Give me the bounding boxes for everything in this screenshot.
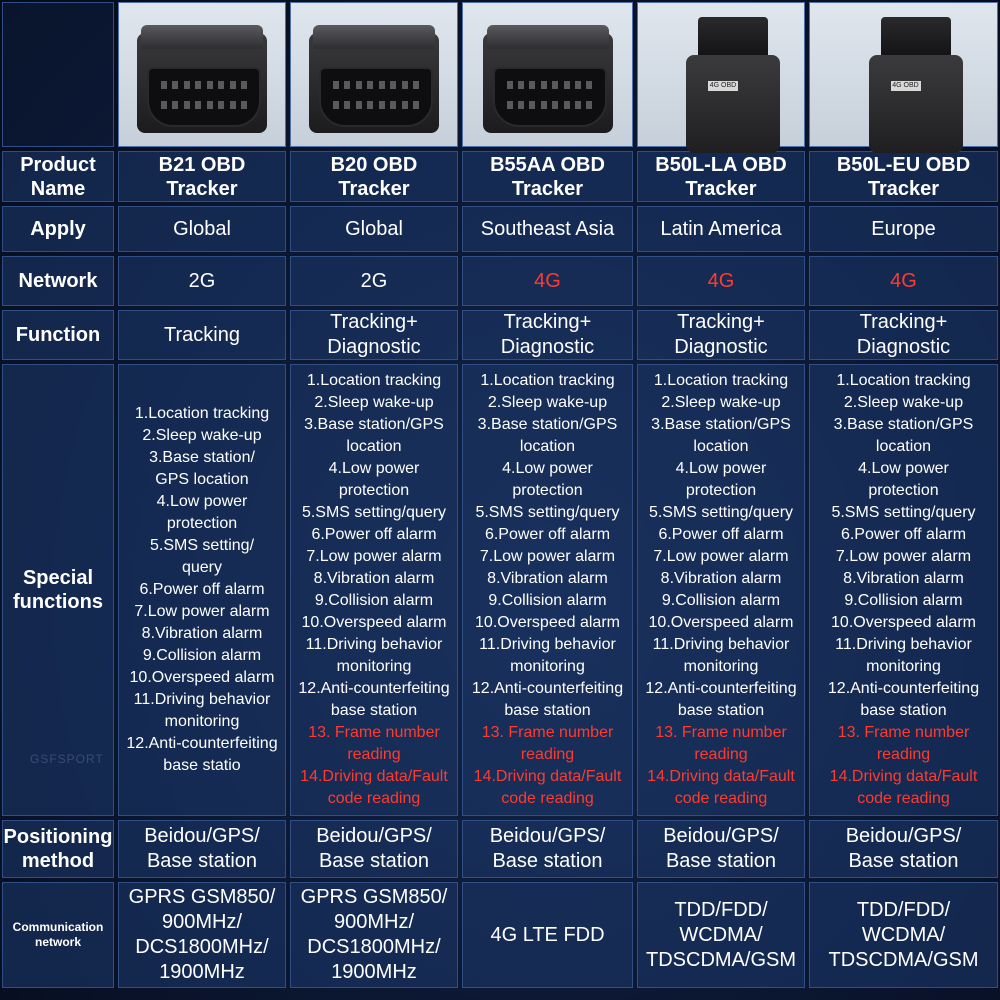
text-line: 9.Collision alarm [142, 647, 262, 664]
text-line: 1.Location tracking [134, 405, 270, 422]
text-line: location [693, 438, 749, 455]
text-line: 7.Low power alarm [653, 548, 789, 565]
text-line: 2.Sleep wake-up [843, 394, 964, 411]
product-image-b50l-eu [809, 2, 998, 147]
text-line: 11.Driving behavior [479, 636, 616, 653]
text-line: Beidou/GPS/ [845, 825, 962, 847]
special-functions-list [118, 364, 286, 816]
text-line: Beidou/GPS/ [144, 825, 260, 847]
communication-value [809, 882, 998, 988]
text-line: GPS location [155, 471, 249, 488]
text-line: 9.Collision alarm [314, 592, 434, 609]
text-line: 7.Low power alarm [306, 548, 442, 565]
text-line: 12.Anti-counterfeiting [298, 680, 450, 697]
product-image-b55aa [462, 2, 633, 147]
text-line: reading [347, 746, 401, 763]
text-line: 2.Sleep wake-up [661, 394, 781, 411]
special-functions-list [462, 364, 633, 816]
text-line: 4.Low power [675, 460, 767, 477]
positioning-value [809, 820, 998, 878]
text-line: 8.Vibration alarm [487, 570, 608, 587]
communication-value [637, 882, 805, 988]
text-line: 11.Driving behavior [305, 636, 443, 653]
text-line: 7.Low power alarm [835, 548, 972, 565]
text-line: Base station [318, 850, 430, 872]
special-functions-list [637, 364, 805, 816]
text-line: 9.Collision alarm [661, 592, 781, 609]
text-line: 900MHz/ [161, 911, 243, 933]
text-line: DCS1800MHz/ [135, 936, 269, 958]
text-line: WCDMA/ [679, 923, 763, 946]
text-line: TDD/FDD/ [856, 898, 951, 921]
row-label-product-name: Product Name [2, 151, 114, 202]
text-line: reading [694, 746, 748, 763]
text-line: 4.Low power [502, 460, 593, 477]
text-line: 8.Vibration alarm [141, 625, 263, 642]
function-value [809, 310, 998, 360]
text-line: location [346, 438, 402, 455]
product-image-b50l-la [637, 2, 805, 147]
text-line: GPRS GSM850/ [300, 886, 448, 908]
network-value: 4G [462, 256, 633, 306]
apply-value: Global [290, 206, 458, 252]
apply-value: Global [118, 206, 286, 252]
text-line: 5.SMS setting/query [475, 504, 620, 521]
text-line: 13. Frame number [837, 724, 970, 741]
communication-value [290, 882, 458, 988]
obd-tracker-short-icon [299, 15, 449, 135]
text-line: reading [520, 746, 575, 763]
obd-tracker-short-icon [127, 15, 277, 135]
function-line: Tracking+ [677, 311, 765, 333]
text-line: base station [504, 702, 591, 719]
text-line: 1.Location tracking [480, 372, 615, 389]
function-line: Tracking+ [330, 311, 418, 333]
text-line: protection [512, 482, 583, 499]
text-line: 8.Vibration alarm [660, 570, 782, 587]
special-functions-list [290, 364, 458, 816]
text-line: 6.Power off alarm [658, 526, 784, 543]
device-label: 4G OBD [892, 81, 919, 89]
text-line: 900MHz/ [333, 911, 415, 933]
positioning-value [290, 820, 458, 878]
row-label-network: Network [2, 256, 114, 306]
product-name: B21 OBD Tracker [118, 151, 286, 202]
communication-value [118, 882, 286, 988]
text-line: 14.Driving data/Fault [829, 768, 978, 785]
text-line: 3.Base station/GPS [651, 416, 791, 433]
text-line: 14.Driving data/Fault [473, 768, 622, 785]
text-line: 5.SMS setting/query [301, 504, 447, 521]
text-line: WCDMA/ [861, 923, 946, 946]
text-line: 1.Location tracking [836, 372, 971, 389]
text-line: 14.Driving data/Fault [300, 768, 448, 785]
text-line: 13. Frame number [655, 724, 787, 741]
positioning-value [118, 820, 286, 878]
product-image-b20 [290, 2, 458, 147]
text-line: reading [876, 746, 931, 763]
function-line: Diagnostic [500, 336, 595, 358]
text-line: 1900MHz [331, 961, 417, 983]
function-line: Diagnostic [856, 336, 951, 358]
special-functions-list [809, 364, 998, 816]
text-line: 9.Collision alarm [488, 592, 607, 609]
text-line: 2.Sleep wake-up [487, 394, 608, 411]
text-line: 5.SMS setting/query [648, 504, 794, 521]
text-line: protection [685, 482, 757, 499]
text-line: protection [868, 482, 939, 499]
text-line: Base station [146, 850, 258, 872]
text-line: 12.Anti-counterfeiting [827, 680, 980, 697]
text-line: 8.Vibration alarm [843, 570, 964, 587]
product-name: B50L-LA OBD Tracker [637, 151, 805, 202]
text-line: Beidou/GPS/ [489, 825, 606, 847]
function-line: Diagnostic [327, 336, 421, 358]
text-line: 9.Collision alarm [844, 592, 963, 609]
apply-value: Latin America [637, 206, 805, 252]
text-line: monitoring [683, 658, 759, 675]
network-value: 4G [637, 256, 805, 306]
text-line: 10.Overspeed alarm [475, 614, 620, 631]
apply-value: Europe [809, 206, 998, 252]
text-line: DCS1800MHz/ [307, 936, 441, 958]
function-line: Tracking+ [503, 311, 592, 333]
row-label-apply: Apply [2, 206, 114, 252]
text-line: Base station [665, 850, 777, 872]
text-line: 8.Vibration alarm [313, 570, 435, 587]
row-label-positioning-method: Positioning method [2, 820, 114, 878]
function-value: Tracking [118, 310, 286, 360]
text-line: 6.Power off alarm [311, 526, 437, 543]
text-line: 2.Sleep wake-up [314, 394, 434, 411]
text-line: 4.Low power [328, 460, 420, 477]
text-line: location [875, 438, 932, 455]
text-line: 2.Sleep wake-up [142, 427, 262, 444]
function-line: Diagnostic [674, 336, 768, 358]
product-image-b21 [118, 2, 286, 147]
text-line: TDSCDMA/GSM [646, 948, 796, 971]
text-line: GPRS GSM850/ [128, 886, 276, 908]
function-value [637, 310, 805, 360]
function-line: Tracking+ [859, 311, 948, 333]
device-label: 4G OBD [709, 81, 737, 89]
text-line: 7.Low power alarm [134, 603, 270, 620]
text-line: 14.Driving data/Fault [647, 768, 795, 785]
text-line: 4.Low power [156, 493, 248, 510]
text-line: code reading [857, 790, 950, 807]
text-line: 12.Anti-counterfeiting [471, 680, 624, 697]
text-line: 6.Power off alarm [484, 526, 611, 543]
positioning-value [637, 820, 805, 878]
function-value [462, 310, 633, 360]
text-line: 3.Base station/GPS [304, 416, 444, 433]
text-line: protection [166, 515, 238, 532]
text-line: monitoring [164, 713, 240, 730]
text-line: Base station [492, 850, 603, 872]
text-line: 3.Base station/GPS [833, 416, 974, 433]
text-line: TDSCDMA/GSM [828, 948, 979, 971]
text-line: 3.Base station/GPS [477, 416, 618, 433]
corner-cell [2, 2, 114, 147]
text-line: monitoring [866, 658, 941, 675]
text-line: Beidou/GPS/ [663, 825, 779, 847]
text-line: 5.SMS setting/query [831, 504, 976, 521]
positioning-value [462, 820, 633, 878]
text-line: base statio [163, 757, 241, 774]
text-line: code reading [501, 790, 594, 807]
text-line: Beidou/GPS/ [316, 825, 432, 847]
text-line: 10.Overspeed alarm [648, 614, 794, 631]
text-line: 1.Location tracking [653, 372, 789, 389]
text-line: Base station [848, 850, 959, 872]
network-value: 4G [809, 256, 998, 306]
text-line: 13. Frame number [308, 724, 440, 741]
text-line: 10.Overspeed alarm [301, 614, 447, 631]
obd-tracker-tall-icon [646, 15, 796, 135]
text-line: TDD/FDD/ [674, 898, 768, 921]
text-line: base station [860, 702, 947, 719]
text-line: 4G LTE FDD [490, 923, 605, 946]
text-line: 11.Driving behavior [652, 636, 790, 653]
text-line: 10.Overspeed alarm [831, 614, 976, 631]
text-line: 1900MHz [159, 961, 245, 983]
text-line: code reading [327, 790, 421, 807]
text-line: protection [338, 482, 410, 499]
row-label-function: Function [2, 310, 114, 360]
row-label-communication-network: Communication network [2, 882, 114, 988]
text-line: 4.Low power [858, 460, 949, 477]
text-line: monitoring [336, 658, 412, 675]
text-line: 11.Driving behavior [133, 691, 271, 708]
text-line: 5.SMS setting/ [149, 537, 255, 554]
obd-tracker-tall-icon [829, 15, 979, 135]
communication-value [462, 882, 633, 988]
network-value: 2G [118, 256, 286, 306]
text-line: 10.Overspeed alarm [129, 669, 275, 686]
text-line: 1.Location tracking [306, 372, 442, 389]
text-line: base station [330, 702, 418, 719]
text-line: monitoring [510, 658, 585, 675]
text-line: 6.Power off alarm [840, 526, 967, 543]
text-line: base station [677, 702, 765, 719]
product-name: B20 OBD Tracker [290, 151, 458, 202]
text-line: 13. Frame number [481, 724, 614, 741]
text-line: 12.Anti-counterfeiting [126, 735, 278, 752]
text-line: location [519, 438, 576, 455]
text-line: code reading [674, 790, 768, 807]
text-line: query [181, 559, 223, 576]
network-value: 2G [290, 256, 458, 306]
text-line: 6.Power off alarm [139, 581, 265, 598]
text-line: 11.Driving behavior [835, 636, 972, 653]
obd-tracker-short-icon [473, 15, 623, 135]
text-line: 3.Base station/ [149, 449, 255, 466]
apply-value: Southeast Asia [462, 206, 633, 252]
product-name: B50L-EU OBD Tracker [809, 151, 998, 202]
text-line: 7.Low power alarm [479, 548, 616, 565]
product-name: B55AA OBD Tracker [462, 151, 633, 202]
row-label-special-functions: Special functions [2, 364, 114, 816]
function-value [290, 310, 458, 360]
text-line: 12.Anti-counterfeiting [645, 680, 797, 697]
